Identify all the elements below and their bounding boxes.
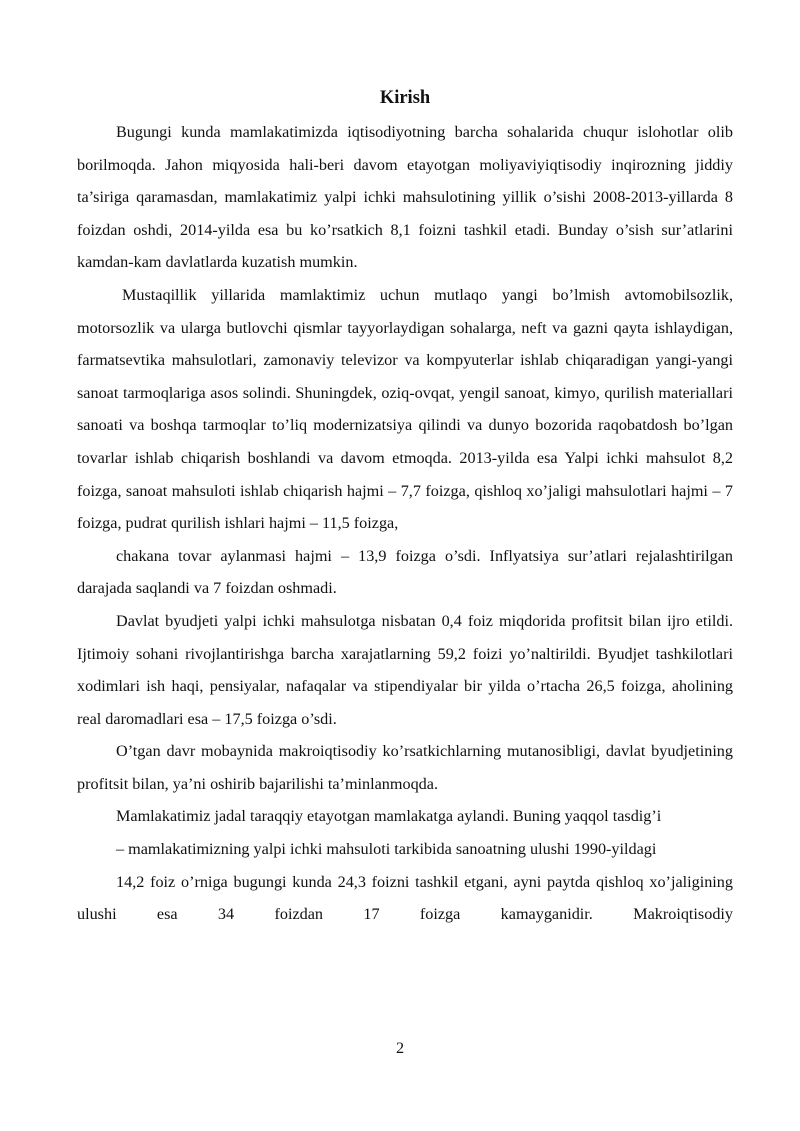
- document-page: [77, 86, 733, 931]
- section-title: Kirish: [379, 88, 431, 108]
- paragraph-growth-overview: Bugungi kunda mamlakatimizda iqtisodiyotning barcha sohalarida chuqur islohotlar olib borilmoqda. Jahon miqyosida hali-beri davom etayotgan moliyaviyiqtisodiy inqirozning jiddiy ta’siriga qaramasdan, mamlakatimiz yalpi ichki mahsulotining yillik o’sishi 2008-2013-yillarda 8 foizdan oshdi, 2014-yilda esa bu ko’rsatkich 8,1 foizni tashkil etadi. Bunday o’sish sur’atlarini kamdan-kam davlatlarda kuzatish mumkin.: [77, 123, 733, 272]
- paragraph-macro-balance: O’tgan davr mobaynida makroiqtisodiy ko’rsatkichlarning mutanosibligi, davlat byudjetining profitsit bilan, ya’ni oshirib bajarilishi ta’minlanmoqda.: [77, 742, 733, 793]
- paragraph-industry-share: – mamlakatimizning yalpi ichki mahsuloti tarkibida sanoatning ulushi 1990-yildagi: [116, 840, 657, 859]
- paragraph-industry-development: Mustaqillik yillarida mamlaktimiz uchun mutlaqo yangi bo’lmish avtomobilsozlik, motorsozlik va ularga butlovchi qismlar tayyorlaydigan sohalarga, neft va gazni qayta ishlaydigan, farmatsevtika mahsulotlari, zamonaviy televizor va kompyuterlar ishlab chiqaradigan yangi-yangi sanoat tarmoqlariga asos solindi. Shuningdek, oziq-ovqat, yengil sanoat, kimyo, qurilish materiallari sanoati va boshqa tarmoqlar to’liq modernizatsiya qilindi va dunyo bozorida raqobatdosh bo’lgan tovarlar ishlab chiqarish boshlandi va davom etmoqda. 2013-yilda esa Yalpi ichki mahsulot 8,2 foizga, sanoat mahsuloti ishlab chiqarish hajmi – 7,7 foizga, qishloq xo’jaligi mahsulotlari hajmi – 7 foizga, pudrat qurilish ishlari hajmi – 11,5 foizga,: [77, 285, 733, 533]
- page-number: 2: [395, 1039, 405, 1057]
- paragraph-rapid-development: Mamlakatimiz jadal taraqqiy etayotgan mamlakatga aylandi. Buning yaqqol tasdig’i: [116, 807, 662, 826]
- paragraph-retail-inflation: chakana tovar aylanmasi hajmi – 13,9 foizga o’sdi. Inflyatsiya sur’atlari rejalashtirilgan darajada saqlandi va 7 foizdan oshmadi.: [77, 546, 733, 598]
- paragraph-agriculture-share: 14,2 foiz o’rniga bugungi kunda 24,3 foizni tashkil etgani, ayni paytda qishloq xo’jaligining ulushi esa 34 foizdan 17 foizga kamayganidir. Makroiqtisodiy: [77, 872, 733, 924]
- paragraph-state-budget: Davlat byudjeti yalpi ichki mahsulotga nisbatan 0,4 foiz miqdorida profitsit bilan ijro etildi. Ijtimoiy sohani rivojlantirishga barcha xarajatlarning 59,2 foizi yo’naltirildi. Byudjet tashkilotlari xodimlari ish haqi, pensiyalar, nafaqalar va stipendiyalar bir yilda o’rtacha 26,5 foizga, aholining real daromadlari esa – 17,5 foizga o’sdi.: [77, 611, 733, 728]
